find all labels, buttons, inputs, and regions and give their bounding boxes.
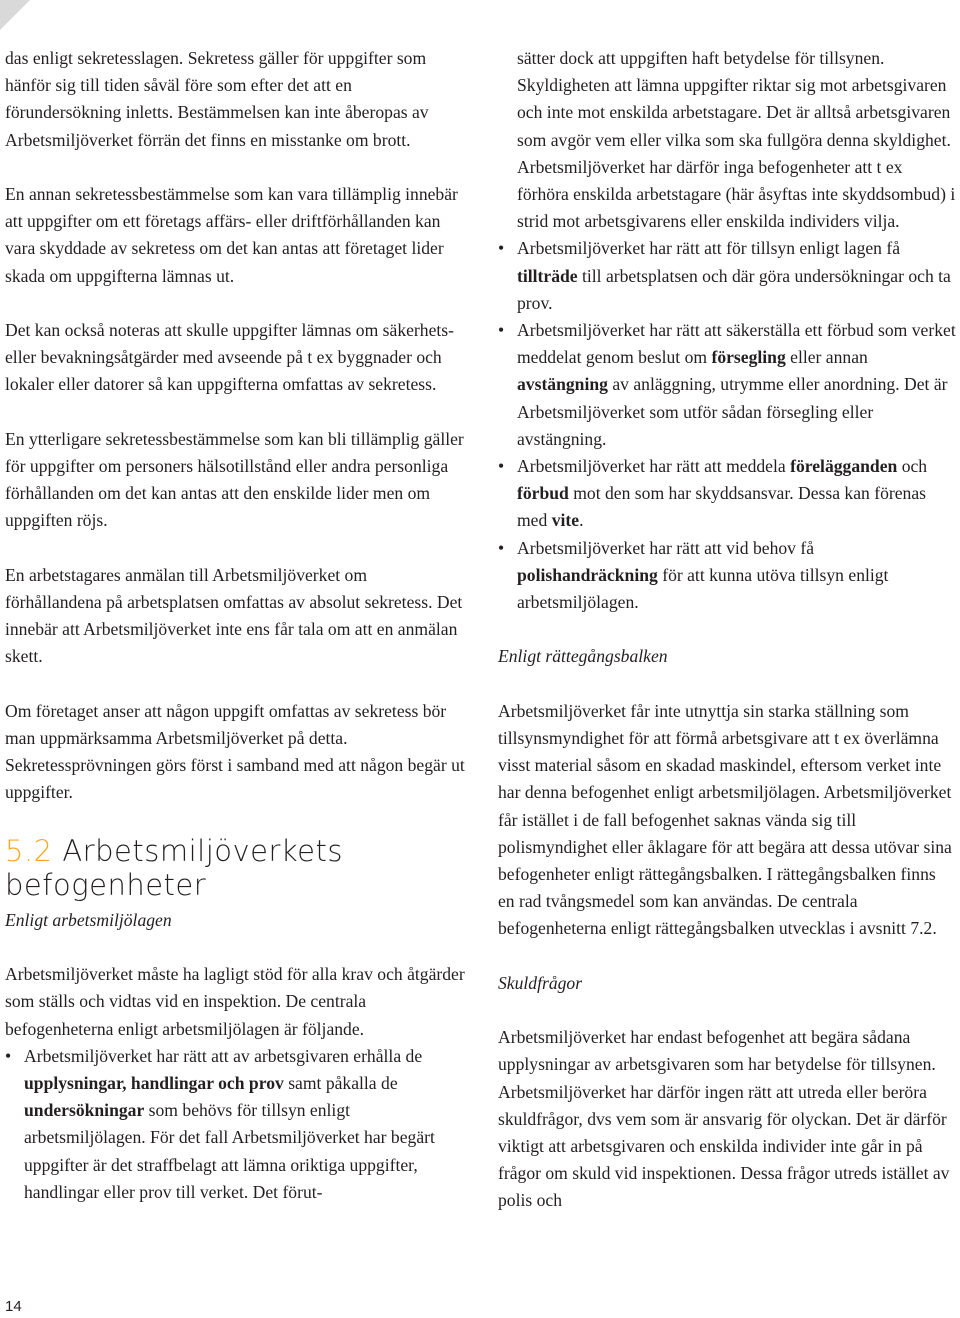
section-title: Arbetsmiljöverkets befogenheter bbox=[5, 833, 344, 902]
paragraph: Om företaget anser att någon uppgift omfattas av sekretess bör man uppmärksamma Arbetsmiljöverket på detta. Sekretessprövningen görs först i samband med att någon begär ut uppgifter. bbox=[5, 700, 465, 803]
paragraph: Arbetsmiljöverket får inte utnyttja sin starka ställning som tillsynsmyndighet för att förmå arbetsgivare att t ex överlämna visst material såsom en skadad maskindel, eftersom verket inte har denna befogenhet enligt arbetsmiljölagen. Arbetsmiljöverket får istället i de fall befogenhet saknas vända sig till polismyndighet eller åklagare för att begära att dessa utövar sina befogenheter enligt rättegångsbalken. I rättegångsbalken finns en rad tvångsmedel som kan användas. De centrala befogenheterna enligt rättegångsbalken utvecklas i avsnitt 7.2. bbox=[498, 700, 952, 939]
right-column bbox=[498, 45, 956, 1215]
list-item: • Arbetsmiljöverket har rätt att vid behov få polishandräckning för att kunna utöva tillsyn enligt arbetsmiljölagen. bbox=[498, 535, 956, 617]
paragraph: Arbetsmiljöverket har endast befogenhet att begära sådana upplysningar av arbetsgivaren som har betydelse för tillsynen. Arbetsmiljöverket har därför ingen rätt att utreda eller beröra skuldfrågor, dvs vem som är ansvarig för olyckan. Det är därför viktigt att arbetsgivaren och enskilda individer inte går in på frågor om skuld vid inspektionen. Dessa frågor utreds istället av polis och bbox=[498, 1027, 950, 1211]
section-number: 5.2 bbox=[5, 833, 53, 868]
bullet-list bbox=[5, 1043, 467, 1206]
subheading: Enligt arbetsmiljölagen bbox=[5, 909, 172, 930]
bullet-list bbox=[498, 235, 956, 616]
paragraph: das enligt sekretesslagen. Sekretess gäller för uppgifter som hänför sig till tiden såväl före som efter det att en förundersökning inletts. Bestämmelsen kan inte åberopas av Arbetsmiljöverket förrän det finns en misstanke om brott. bbox=[5, 48, 429, 150]
paragraph: En ytterligare sekretessbestämmelse som kan bli tillämplig gäller för uppgifter om personers hälsotillstånd eller andra personliga förhållanden om det kan antas att den enskilde lider men om uppgiften röjs. bbox=[5, 428, 464, 531]
page-number: 14 bbox=[5, 1298, 22, 1315]
bullet-icon: • bbox=[498, 537, 505, 558]
intro-paragraph: Arbetsmiljöverket måste ha lagligt stöd för alla krav och åtgärder som ställs och vidtas vid en inspektion. De centrala befogenheterna enligt arbetsmiljölagen är följande. bbox=[5, 964, 465, 1039]
page-corner-mark bbox=[0, 0, 30, 30]
list-item: • Arbetsmiljöverket har rätt att för tillsyn enligt lagen få tillträde till arbetsplatsen och där göra undersökningar och ta prov. bbox=[498, 235, 956, 317]
bullet-icon: • bbox=[498, 456, 505, 477]
bullet-icon: • bbox=[5, 1045, 12, 1066]
list-item: • Arbetsmiljöverket har rätt att säkerställa ett förbud som verket meddelat genom beslut om försegling eller annan avstängning av anläggning, utrymme eller anordning. Det är Arbetsmiljöverket som utför sådan försegling eller avstängning. bbox=[498, 317, 956, 453]
section-heading bbox=[5, 834, 467, 902]
list-item: • Arbetsmiljöverket har rätt att av arbetsgivaren erhålla de upplysningar, handlingar och prov samt påkalla de undersökningar som behövs för tillsyn enligt arbetsmiljölagen. För det fall Arbetsmiljöverket har begärt uppgifter är det straffbelagt att lämna oriktiga uppgifter, handlingar eller prov till verket. Det förut- bbox=[5, 1043, 467, 1206]
paragraph: Det kan också noteras att skulle uppgifter lämnas om säkerhets- eller bevakningsåtgärder med avseende på t ex byggnader och lokaler eller datorer så kan uppgifterna omfattas av sekretess. bbox=[5, 320, 454, 395]
left-column bbox=[5, 45, 467, 1206]
bullet-continuation: sätter dock att uppgiften haft betydelse för tillsynen. Skyldigheten att lämna uppgifter riktar sig mot arbetsgivaren och inte mot enskilda arbetstagare. Det är alltså arbetsgivaren som avgör vem eller vilka som ska fullgöra denna skyldighet. Arbetsmiljöverket har därför inga befogenheter att t ex förhöra enskilda arbetstagare (här åsyftas inte skyddsombud) i strid mot arbetsgivarens eller enskilda individers vilja. bbox=[517, 48, 956, 232]
bullet-icon: • bbox=[498, 238, 505, 259]
list-item: • Arbetsmiljöverket har rätt att meddela förelägganden och förbud mot den som har skyddsansvar. Dessa kan förenas med vite. bbox=[498, 453, 956, 535]
bullet-icon: • bbox=[498, 320, 505, 341]
paragraph: En annan sekretessbestämmelse som kan vara tillämplig innebär att uppgifter om ett företags affärs- eller driftförhållanden kan vara skyddade av sekretess om det kan antas att företaget lider skada om uppgifterna lämnas ut. bbox=[5, 184, 458, 286]
subheading: Skuldfrågor bbox=[498, 972, 583, 993]
subheading: Enligt rättegångsbalken bbox=[498, 646, 668, 667]
paragraph: En arbetstagares anmälan till Arbetsmiljöverket om förhållandena på arbetsplatsen omfattas av absolut sekretess. Det innebär att Arbetsmiljöverket inte ens får tala om att en anmälan skett. bbox=[5, 564, 463, 667]
